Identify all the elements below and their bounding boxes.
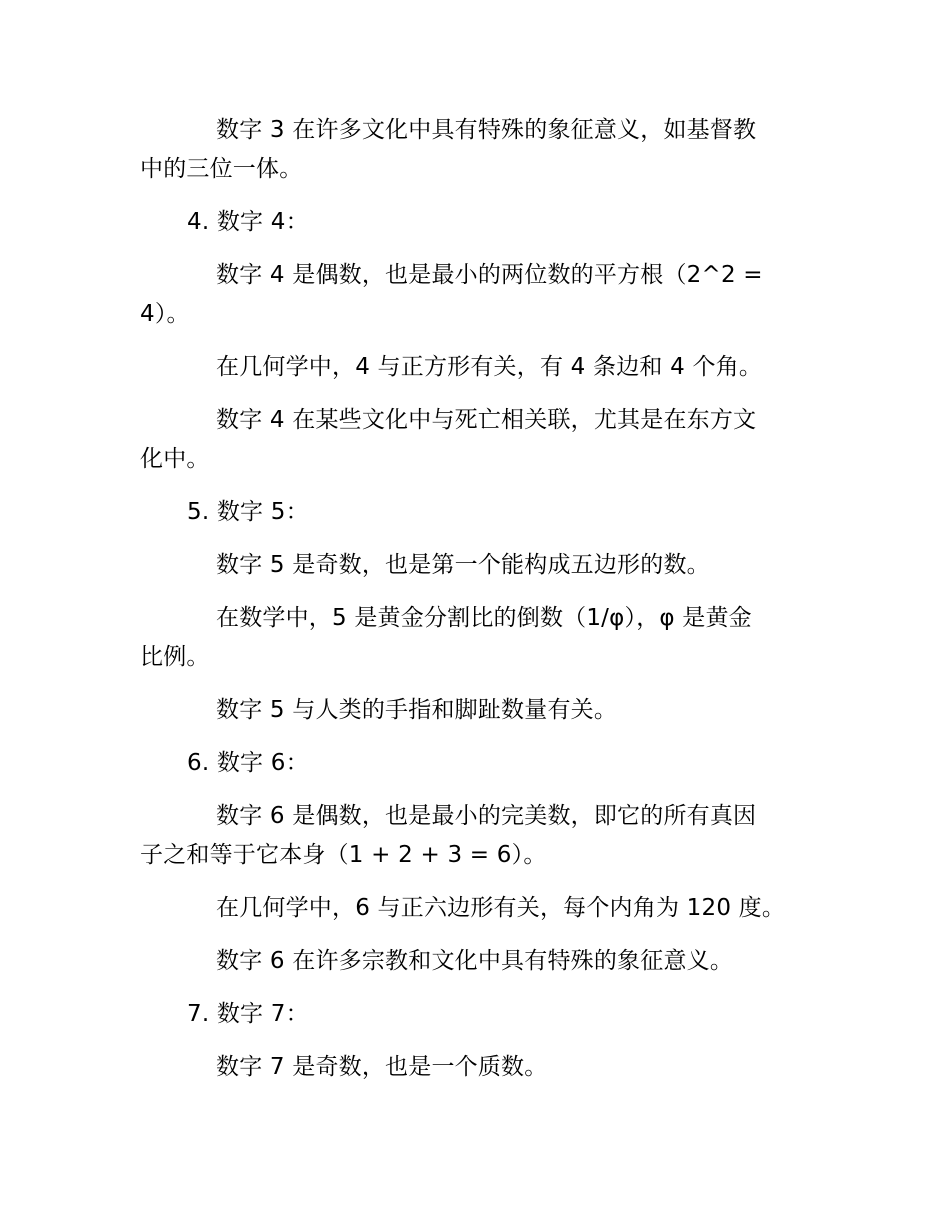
list-heading: 4. 数字 4： (187, 209, 309, 235)
paragraph-line: 在几何学中，4 与正方形有关，有 4 条边和 4 个角。 (216, 354, 763, 380)
paragraph-line: 在几何学中，6 与正六边形有关，每个内角为 120 度。 (216, 895, 786, 921)
paragraph-line: 数字 7 是奇数，也是一个质数。 (216, 1054, 548, 1080)
list-heading: 5. 数字 5： (187, 499, 309, 525)
paragraph-line: 在数学中，5 是黄金分割比的倒数（1/φ），φ 是黄金 (216, 605, 752, 631)
paragraph-line: 数字 3 在许多文化中具有特殊的象征意义，如基督教 (216, 117, 757, 143)
paragraph-line: 4）。 (140, 301, 190, 327)
paragraph-line: 比例。 (140, 644, 210, 670)
paragraph-line: 数字 4 在某些文化中与死亡相关联，尤其是在东方文 (216, 407, 757, 433)
paragraph-line: 数字 5 是奇数，也是第一个能构成五边形的数。 (216, 552, 710, 578)
paragraph-line: 数字 6 在许多宗教和文化中具有特殊的象征意义。 (216, 948, 734, 974)
paragraph-line: 子之和等于它本身（1 + 2 + 3 = 6）。 (140, 842, 547, 868)
paragraph-line: 数字 6 是偶数，也是最小的完美数，即它的所有真因 (216, 803, 757, 829)
paragraph-line: 化中。 (140, 446, 210, 472)
list-heading: 7. 数字 7： (187, 1001, 309, 1027)
paragraph-line: 数字 4 是偶数，也是最小的两位数的平方根（2^2 = (216, 262, 763, 288)
list-heading: 6. 数字 6： (187, 750, 309, 776)
paragraph-line: 数字 5 与人类的手指和脚趾数量有关。 (216, 697, 618, 723)
paragraph-line: 中的三位一体。 (140, 156, 303, 182)
